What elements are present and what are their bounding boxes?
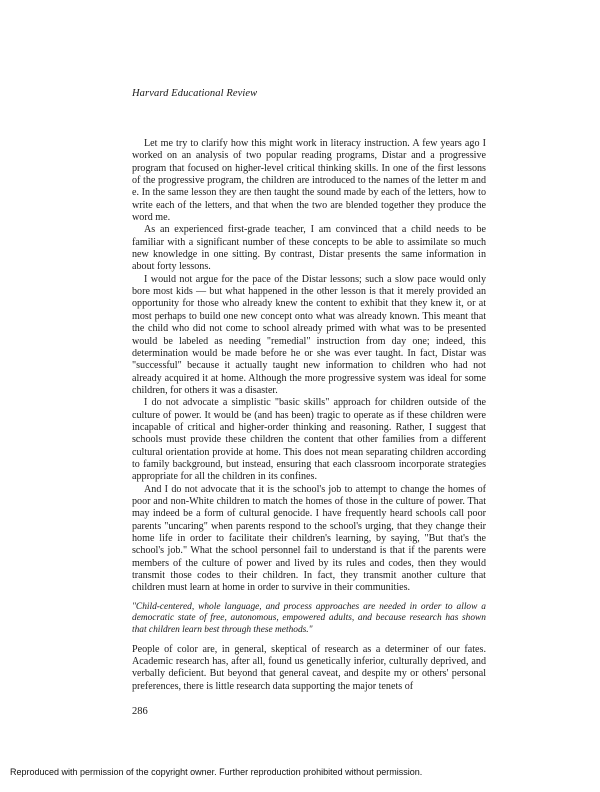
paragraph: And I do not advocate that it is the school's job to attempt to change the homes of poor and non-White children to match the homes of those in the culture of power. That may indeed be a form of cultural genocide. I have frequently heard schools call poor parents "uncaring" when parents respond to the school's urging, that they change their home life in order to facilitate their children's learning, by saying, "But that's the school's job." What the school personnel fail to understand is that if the parents were members of the culture of power and lived by its rules and codes, then they would transmit those codes to their children. In fact, they transmit another culture that children must learn at home in order to survive in their communities. <box>132 483 486 594</box>
page-number: 286 <box>132 706 148 717</box>
copyright-notice: Reproduced with permission of the copyright owner. Further reproduction prohibited without permission. <box>10 767 423 777</box>
pullquote <box>132 602 486 637</box>
article-body <box>132 138 486 693</box>
paragraph: Let me try to clarify how this might work in literacy instruction. A few years ago I worked on an analysis of two popular reading programs, Distar and a progressive program that focused on higher-level critical thinking skills. In one of the first lessons of the progressive program, the children are introduced to the names of the letter m and e. In the same lesson they are then taught the sound made by each of the letters, how to write each of the letters, and that when the two are blended together they produce the word me. <box>132 138 486 224</box>
paragraph: As an experienced first-grade teacher, I am convinced that a child needs to be familiar with a significant number of these concepts to be able to assimilate so much new knowledge in one sitting. By contrast, Distar presents the same information in about forty lessons. <box>132 224 486 273</box>
running-head: Harvard Educational Review <box>132 88 258 99</box>
paragraph: I do not advocate a simplistic "basic skills" approach for children outside of the culture of power. It would be (and has been) tragic to operate as if these children were incapable of critical and higher-order thinking and reasoning. Rather, I suggest that schools must provide these children the content that other families from a different cultural orientation provide at home. This does not mean separating children according to family background, but instead, ensuring that each classroom incorporate strategies appropriate for all the children in its confines. <box>132 397 486 483</box>
paragraph: I would not argue for the pace of the Distar lessons; such a slow pace would only bore most kids — but what happened in the other lesson is that it merely provided an opportunity for those who already knew the content to exhibit that they knew it, or at most perhaps to build one new concept onto what was already known. This meant that the child who did not come to school already primed with what was to be presented would be labeled as needing "remedial" instruction from day one; indeed, this determination would be made before he or she was ever taught. In fact, Distar was "successful" because it actually taught new information to children who had not already acquired it at home. Although the more progressive system was ideal for some children, for others it was a disaster. <box>132 273 486 396</box>
paragraph: People of color are, in general, skeptical of research as a determiner of our fates. Academic research has, after all, found us genetically inferior, culturally deprived, and verbally deficient. But beyond that general caveat, and despite my or others' personal preferences, there is little research data supporting the major tenets of <box>132 643 486 692</box>
pullquote-text: "Child-centered, whole language, and process approaches are needed in order to allow a democratic state of free, autonomous, empowered adults, and because research has shown that children learn best through these methods." <box>132 601 486 635</box>
